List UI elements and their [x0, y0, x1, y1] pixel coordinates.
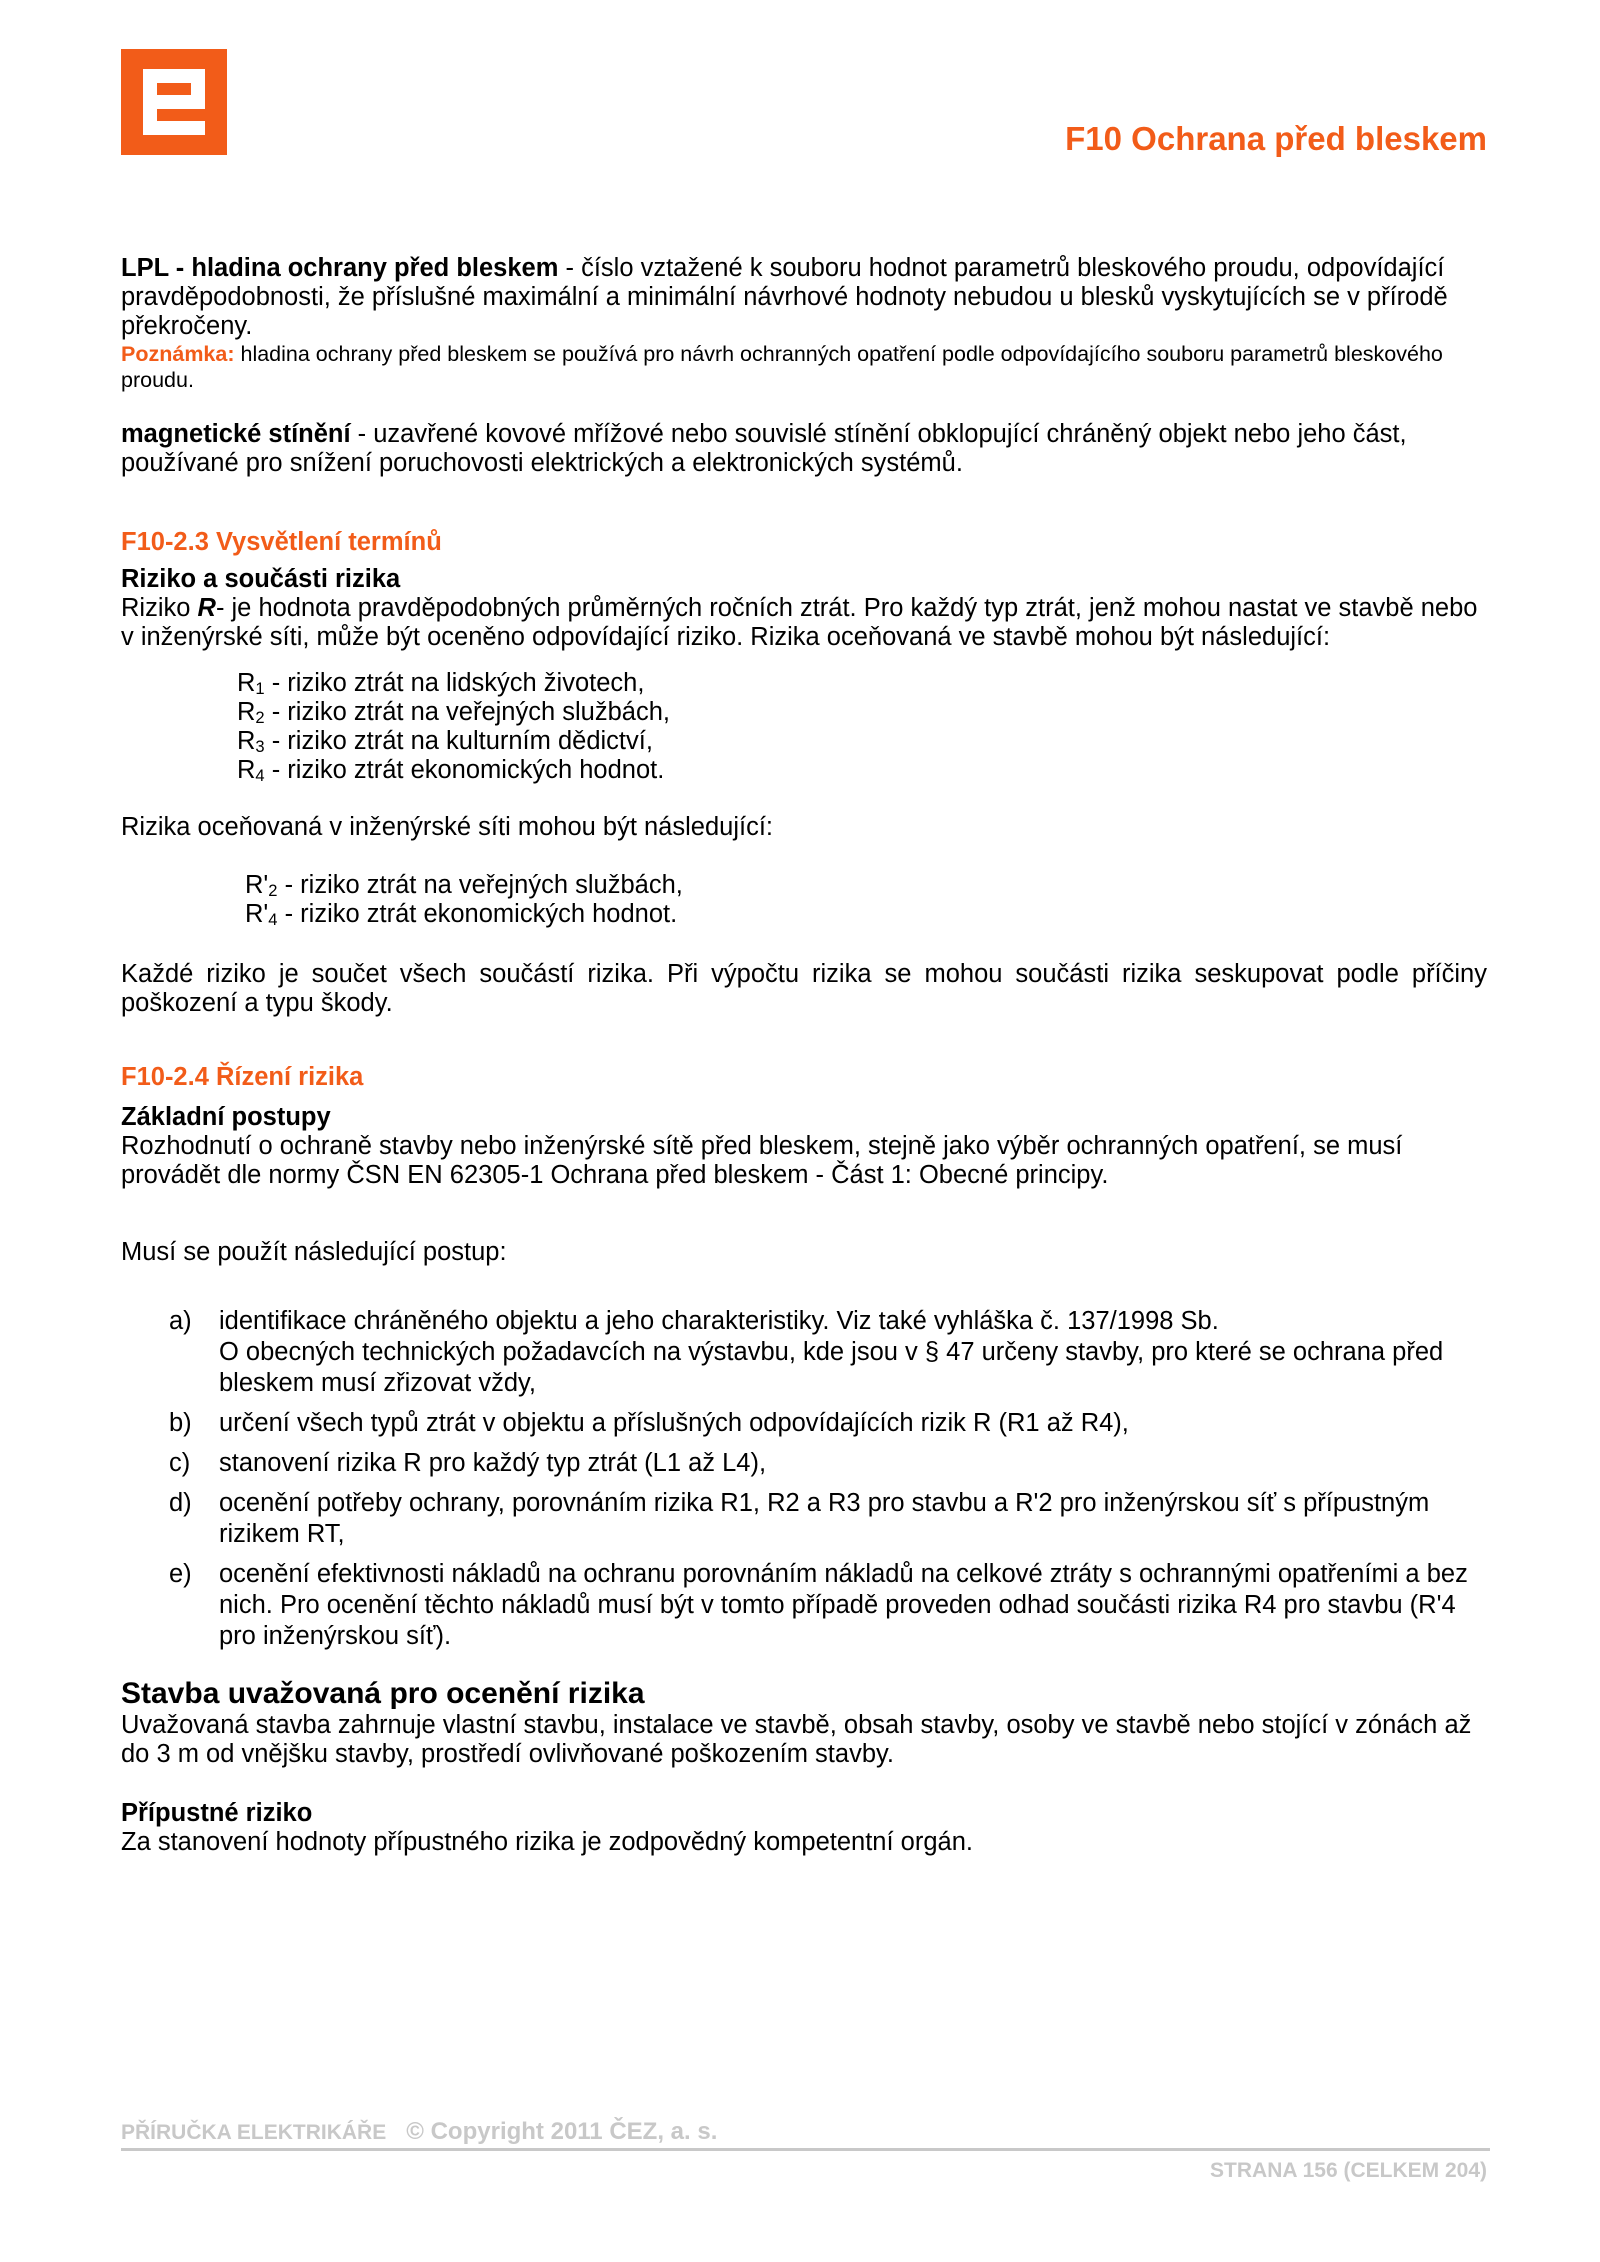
subtitle-risk-components: Riziko a součásti rizika	[121, 565, 401, 593]
tolerable-risk-text: Za stanovení hodnoty přípustného rizika je zodpovědný kompetentní orgán.	[121, 1828, 973, 1856]
list-item: d) ocenění potřeby ochrany, porovnáním rizika R1, R2 a R3 pro stavbu a R'2 pro inženýrskou síť s přípustným rizikem RT,	[169, 1489, 1430, 1548]
footer-page-number: STRANA 156 (CELKEM 204)	[1210, 2159, 1487, 2182]
shielding-term: magnetické stínění	[121, 420, 351, 448]
note-text: hladina ochrany před bleskem se používá pro návrh ochranných opatření podle odpovídajícího souboru parametrů bleskového proudu.	[121, 342, 1443, 392]
network-risk-list	[121, 871, 1487, 929]
tolerable-risk-title: Přípustné riziko	[121, 1799, 313, 1827]
list-item: a) identifikace chráněného objektu a jeho charakteristiky. Viz také vyhláška č. 137/1998 Sb. O obecných technických požadavcích na výstavbu, kde jsou v § 47 určeny stavby, pro které se ochrana před bleskem musí zřizovat vždy,	[169, 1307, 1444, 1397]
subtitle-basic-procedures: Základní postupy	[121, 1103, 331, 1131]
list-item: $R_4$ - riziko ztrát ekonomických hodnot.	[237, 756, 665, 785]
cez-logo	[121, 49, 227, 155]
lpl-definition	[121, 254, 1487, 341]
procedures-intro: Rozhodnutí o ochraně stavby nebo inženýrské sítě před bleskem, stejně jako výběr ochranných opatření, se musí provádět dle normy ČSN EN 62305-1 Ochrana před bleskem - Část 1: Obecné principy.	[121, 1132, 1403, 1189]
section-title-2-3: F10-2.3 Vysvětlení termínů	[121, 528, 442, 556]
procedure-steps	[121, 1306, 1487, 1652]
lpl-text: - číslo vztažené k souboru hodnot parametrů bleskového proudu, odpovídající pravděpodobnosti, že příslušné maximální a minimální návrhové hodnoty nebudou u blesků vyskytujících se v přírodě překročeny.	[121, 254, 1448, 340]
risk-summary: Každé riziko je součet všech součástí rizika. Při výpočtu rizika se mohou součásti rizika seskupovat podle příčiny poškození a typu škody.	[121, 960, 1487, 1017]
page-header-title: F10 Ochrana před bleskem	[1065, 120, 1487, 157]
risk-symbol: R	[197, 594, 216, 622]
footer-divider	[121, 2148, 1490, 2151]
list-item: $R_2$ - riziko ztrát na veřejných službách,	[237, 698, 670, 727]
risk-intro-a: Riziko	[121, 594, 198, 622]
footer-copyright	[121, 2118, 717, 2146]
footer-copyright-text: © Copyright 2011 ČEZ, a. s.	[406, 2118, 718, 2145]
footer-handbook: PŘÍRUČKA ELEKTRIKÁŘE	[121, 2121, 387, 2144]
lpl-term: LPL - hladina ochrany před bleskem	[121, 254, 559, 282]
list-item: $R_3$ - riziko ztrát na kulturním dědictví,	[237, 727, 653, 756]
building-risk-list	[121, 669, 1487, 785]
procedure-intro: Musí se použít následující postup:	[121, 1238, 507, 1266]
list-item: e) ocenění efektivnosti nákladů na ochranu porovnáním nákladů na celkové ztráty s ochrannými opatřeními a bez nich. Pro ocenění těchto nákladů musí být v tomto případě proveden odhad součásti rizika R4 pro stavbu (R'4 pro inženýrskou síť).	[169, 1560, 1468, 1650]
list-item: $R'_2$ - riziko ztrát na veřejných službách,	[245, 871, 683, 900]
document-body	[121, 254, 1487, 1857]
list-item: $R'_4$ - riziko ztrát ekonomických hodnot.	[245, 900, 678, 929]
note-label: Poznámka:	[121, 342, 235, 366]
section-title-2-4: F10-2.4 Řízení rizika	[121, 1063, 364, 1091]
list-item: c) stanovení rizika R pro každý typ ztrát (L1 až L4),	[169, 1449, 767, 1477]
list-item: $R_1$ - riziko ztrát na lidských životech,	[237, 669, 645, 698]
list-item: b) určení všech typů ztrát v objektu a příslušných odpovídajících rizik R (R1 až R4),	[169, 1409, 1129, 1437]
shielding-text: - uzavřené kovové mřížové nebo souvislé stínění obklopující chráněný objekt nebo jeho část, používané pro snížení poruchovosti elektrických a elektronických systémů.	[121, 420, 1407, 477]
building-section-title: Stavba uvažovaná pro ocenění rizika	[121, 1677, 645, 1710]
building-text: Uvažovaná stavba zahrnuje vlastní stavbu, instalace ve stavbě, obsah stavby, osoby ve stavbě nebo stojící v zónách až do 3 m od vnějšku stavby, prostředí ovlivňované poškozením stavby.	[121, 1711, 1472, 1768]
shielding-definition	[121, 420, 1487, 478]
risk-intro-b: - je hodnota pravděpodobných průměrných ročních ztrát. Pro každý typ ztrát, jenž mohou nastat ve stavbě nebo v inženýrské síti, může být oceněno odpovídající riziko. Rizika oceňovaná ve stavbě mohou být následující:	[121, 594, 1478, 651]
lpl-note	[121, 341, 1487, 393]
network-risk-intro: Rizika oceňovaná v inženýrské síti mohou být následující:	[121, 813, 773, 841]
risk-intro	[121, 594, 1487, 652]
